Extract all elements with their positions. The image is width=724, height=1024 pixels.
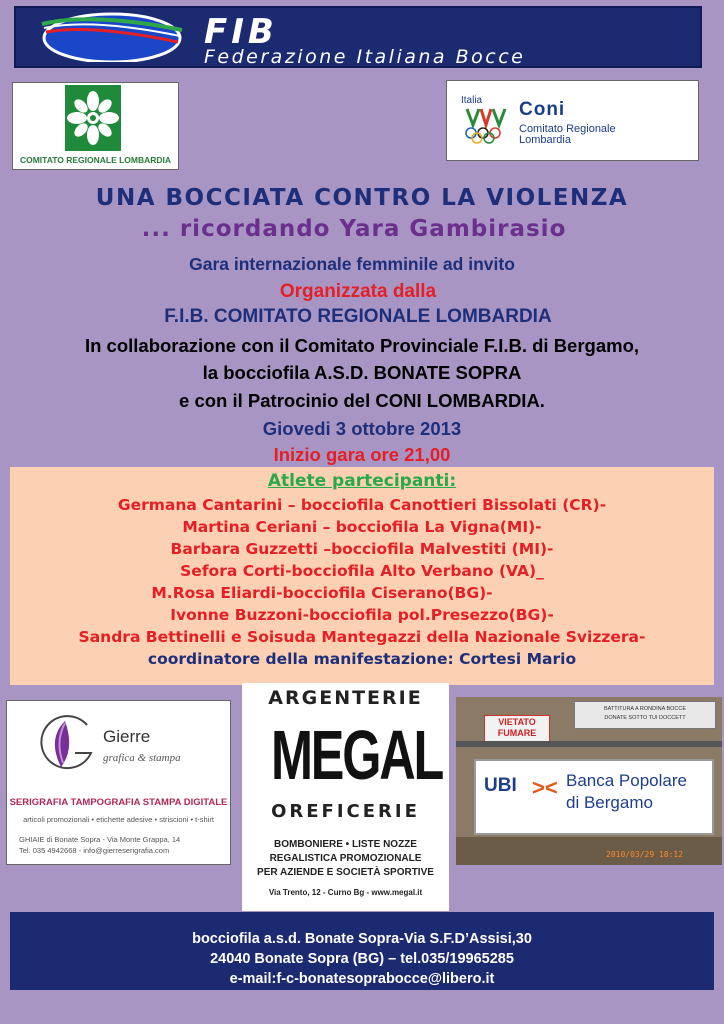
collaboration-line-1: In collaborazione con il Comitato Provinciale F.I.B. di Bergamo, xyxy=(84,335,640,356)
athlete-line: Barbara Guzzetti –bocciofila Malvestiti (MI)- xyxy=(170,540,554,558)
lombardia-rose-icon xyxy=(65,85,121,151)
gierre-address: GHIAIE di Bonate Sopra - Via Monte Grappa, 14 xyxy=(19,835,181,844)
megal-line-2: REGALISTICA PROMOZIONALE xyxy=(269,853,422,864)
ubi-ticket-text-2: DONATE SOTTO TUI DOCCETT xyxy=(604,715,686,721)
footer-city-tel: 24040 Bonate Sopra (BG) – tel.035/19965285 xyxy=(210,951,514,967)
athlete-line: M.Rosa Eliardi-bocciofila Ciserano(BG)- xyxy=(151,584,493,602)
no-smoking-sign xyxy=(484,715,550,743)
collaboration-line-2: la bocciofila A.S.D. BONATE SOPRA xyxy=(202,362,522,383)
photo-timestamp: 2010/03/29 18:12 xyxy=(606,850,684,859)
ubi-logo-text: UBI xyxy=(484,775,517,796)
megal-line-3: PER AZIENDE E SOCIETÀ SPORTIVE xyxy=(257,867,434,878)
megal-top: ARGENTERIE xyxy=(268,687,423,709)
megal-name: MEGAL xyxy=(270,716,443,794)
athlete-line: Martina Ceriani – bocciofila La Vigna(MI)- xyxy=(182,518,542,536)
athlete-line: Ivonne Buzzoni-bocciofila pol.Presezzo(BG)- xyxy=(170,606,554,624)
fib-ball-logo-icon xyxy=(32,10,192,62)
athlete-line: Germana Cantarini – bocciofila Canottieri Bissolati (CR)- xyxy=(117,496,607,514)
coni-name: Coni xyxy=(519,99,566,120)
coni-sub-1: Comitato Regionale xyxy=(519,123,616,135)
vietato-text: VIETATO xyxy=(498,717,536,727)
megal-sub: OREFICERIE xyxy=(271,801,420,822)
footer-address: bocciofila a.s.d. Bonate Sopra-Via S.F.D’Assisi,30 xyxy=(192,931,532,947)
fib-subtitle: Federazione Italiana Bocce xyxy=(204,46,526,68)
organizer: F.I.B. COMITATO REGIONALE LOMBARDIA xyxy=(164,306,552,327)
fumare-text: FUMARE xyxy=(497,728,537,738)
athletes-box xyxy=(10,467,714,685)
athlete-line: Sandra Bettinelli e Soisuda Mantegazzi della Nazionale Svizzera- xyxy=(78,628,646,646)
megal-line-1: BOMBONIERE • LISTE NOZZE xyxy=(274,839,417,850)
ubi-x-icon: >< xyxy=(532,775,558,800)
ubi-ticket-sign xyxy=(574,701,716,729)
organized-label: Organizzata dalla xyxy=(279,281,437,302)
ubi-ticket-text-1: BATTITURA A RONDINA BOCCE xyxy=(603,706,687,712)
ubi-banca-photo xyxy=(456,697,722,865)
lombardia-label: COMITATO REGIONALE LOMBARDIA xyxy=(19,155,172,165)
gierre-name: Gierre xyxy=(103,727,151,746)
athlete-line: Sefora Corti-bocciofila Alto Verbano (VA)_ xyxy=(180,562,544,580)
coni-italia-text: Italia xyxy=(461,95,483,106)
collaboration-line-3: e con il Patrocinio del CONI LOMBARDIA. xyxy=(179,390,545,411)
lombardia-logo-box xyxy=(12,82,179,170)
gierre-sponsor xyxy=(6,700,231,865)
event-start-time: Inizio gara ore 21,00 xyxy=(273,444,451,465)
gierre-tel: Tel. 035 4942668 - info@gierreserigrafia.com xyxy=(19,846,170,855)
ubi-bank-name-2: di Bergamo xyxy=(566,793,653,812)
event-subtitle: ... ricordando Yara Gambirasio xyxy=(141,216,567,242)
event-type: Gara internazionale femminile ad invito xyxy=(189,254,515,274)
ubi-bank-name-1: Banca Popolare xyxy=(566,771,687,790)
gierre-services: SERIGRAFIA TAMPOGRAFIA STAMPA DIGITALE xyxy=(9,797,228,808)
coni-olympic-icon xyxy=(459,105,514,145)
event-date: Giovedi 3 ottobre 2013 xyxy=(262,418,462,439)
footer xyxy=(10,912,714,990)
gierre-tagline: grafica & stampa xyxy=(103,752,181,764)
megal-address: Via Trento, 12 - Curno Bg - www.megal.it xyxy=(268,888,423,897)
fib-banner xyxy=(14,6,702,68)
coni-logo-box xyxy=(446,80,699,161)
rail xyxy=(456,741,722,747)
ubi-banner xyxy=(474,759,714,835)
fib-title: FIB xyxy=(204,12,278,52)
footer-email: e-mail:f-c-bonatesoprabocce@libero.it xyxy=(229,971,495,987)
gierre-articoli: articoli promozionali • etichette adesive • striscioni • t-shirt xyxy=(23,815,214,824)
coni-sub-2: Lombardia xyxy=(519,134,571,146)
athletes-heading: Atlete partecipanti: xyxy=(267,471,457,491)
coordinator-line: coordinatore della manifestazione: Cortesi Mario xyxy=(147,650,577,668)
gierre-logo-icon xyxy=(35,709,105,779)
event-title: UNA BOCCIATA CONTRO LA VIOLENZA xyxy=(95,185,629,211)
megal-sponsor xyxy=(242,683,449,911)
